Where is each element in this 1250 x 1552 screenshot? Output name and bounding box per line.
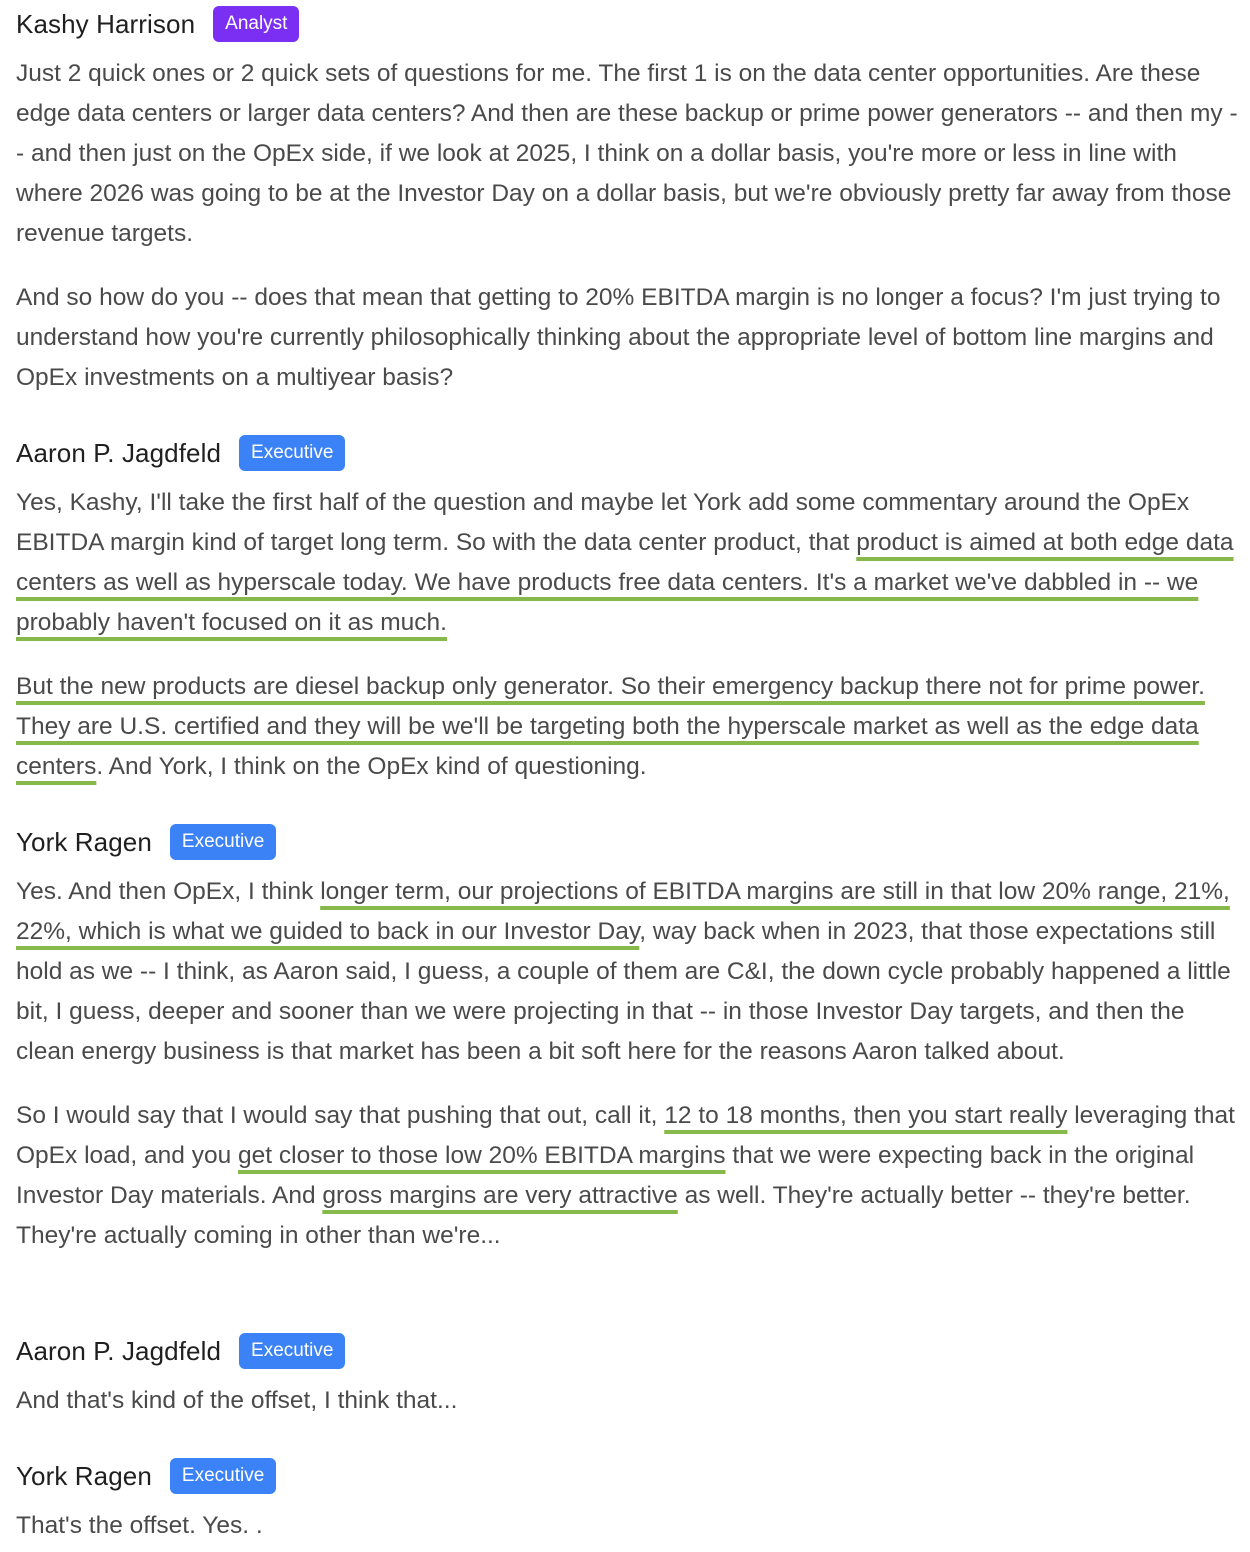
text-segment: Yes. And then OpEx, I think — [16, 878, 321, 905]
paragraph — [16, 1506, 1238, 1546]
turn-york-ragen — [16, 822, 1238, 1256]
text-segment: that we were expecting back in the original Investor Day materials. And — [16, 1142, 1195, 1209]
paragraph — [16, 872, 1238, 1072]
paragraph — [16, 1381, 1238, 1421]
speaker-name: Aaron P. Jagdfeld — [16, 1335, 222, 1366]
text-segment: That's the offset. Yes. . — [16, 1512, 263, 1539]
text-segment: . And York, I think on the OpEx kind of questioning. — [96, 753, 647, 780]
highlighted-text: 12 to 18 months, then you start really — [664, 1102, 1068, 1129]
paragraph — [16, 278, 1238, 398]
speaker-name: Aaron P. Jagdfeld — [16, 437, 222, 468]
turn-aaron-jagdfeld — [16, 433, 1238, 787]
speaker-header — [16, 4, 1238, 44]
highlighted-text: gross margins are very attractive — [322, 1182, 678, 1209]
text-segment: So I would say that I would say that pushing that out, call it, — [16, 1102, 665, 1129]
text-segment: leveraging that OpEx load, and you — [16, 1102, 1235, 1169]
text-segment: Yes, Kashy, I'll take the first half of the question and maybe let York add some commentary around the OpEx EBITDA margin kind of target long term. So with the data center product, that — [16, 489, 1190, 556]
turn-aaron-jagdfeld-2 — [16, 1331, 1238, 1421]
speaker-header — [16, 822, 1238, 862]
highlighted-text: But the new products are diesel backup only generator. So their emergency backup there not for prime power. They are U.S. certified and they will be we'll be targeting both the hyperscale market as well as the edge data centers — [16, 673, 1205, 780]
speaker-name: Kashy Harrison — [16, 8, 196, 39]
role-badge: Analyst — [213, 6, 299, 42]
speaker-name: York Ragen — [16, 826, 152, 857]
speaker-header — [16, 1456, 1238, 1496]
speaker-header — [16, 1331, 1238, 1371]
role-badge: Executive — [170, 1458, 276, 1494]
role-badge: Executive — [170, 824, 276, 860]
highlighted-text: get closer to those low 20% EBITDA margins — [238, 1142, 726, 1169]
role-badge: Executive — [239, 1333, 345, 1369]
paragraph — [16, 667, 1238, 787]
paragraph — [16, 1096, 1238, 1256]
highlighted-text: product is aimed at both edge data centers as well as hyperscale today. We have products free data centers. It's a market we've dabbled in -- we probably haven't focused on it as much. — [16, 529, 1234, 636]
text-segment: Just 2 quick ones or 2 quick sets of questions for me. The first 1 is on the data center opportunities. Are these edge data centers or larger data centers? And then are these backup or prime power generators -- and then my -- and then just on the OpEx side, if we look at 2025, I think on a dollar basis, you're more or less in line with where 2026 was going to be at the Investor Day on a dollar basis, but we're obviously pretty far away from those revenue targets. — [16, 60, 1238, 247]
text-segment: , way back when in 2023, that those expectations still hold as we -- I think, as Aaron said, I guess, a couple of them are C&I, the down cycle probably happened a little bit, I guess, deeper and sooner than we were projecting in that -- in those Investor Day targets, and then the clean energy business is that market has been a bit soft here for the reasons Aaron talked about. — [16, 918, 1231, 1065]
role-badge: Executive — [239, 435, 345, 471]
speaker-name: York Ragen — [16, 1460, 152, 1491]
turn-york-ragen-2 — [16, 1456, 1238, 1546]
highlighted-text: longer term, our projections of EBITDA margins are still in that low 20% range, 21%, 22%, which is what we guided to back in our Investor Day — [16, 878, 1230, 945]
turn-kashy-harrison — [16, 4, 1238, 398]
text-segment: And that's kind of the offset, I think that... — [16, 1387, 458, 1414]
paragraph — [16, 483, 1238, 643]
paragraph — [16, 54, 1238, 254]
text-segment: And so how do you -- does that mean that getting to 20% EBITDA margin is no longer a focus? I'm just trying to understand how you're currently philosophically thinking about the appropriate level of bottom line margins and OpEx investments on a multiyear basis? — [16, 284, 1221, 391]
speaker-header — [16, 433, 1238, 473]
text-segment: as well. They're actually better -- they're better. They're actually coming in other than we're... — [16, 1182, 1191, 1249]
